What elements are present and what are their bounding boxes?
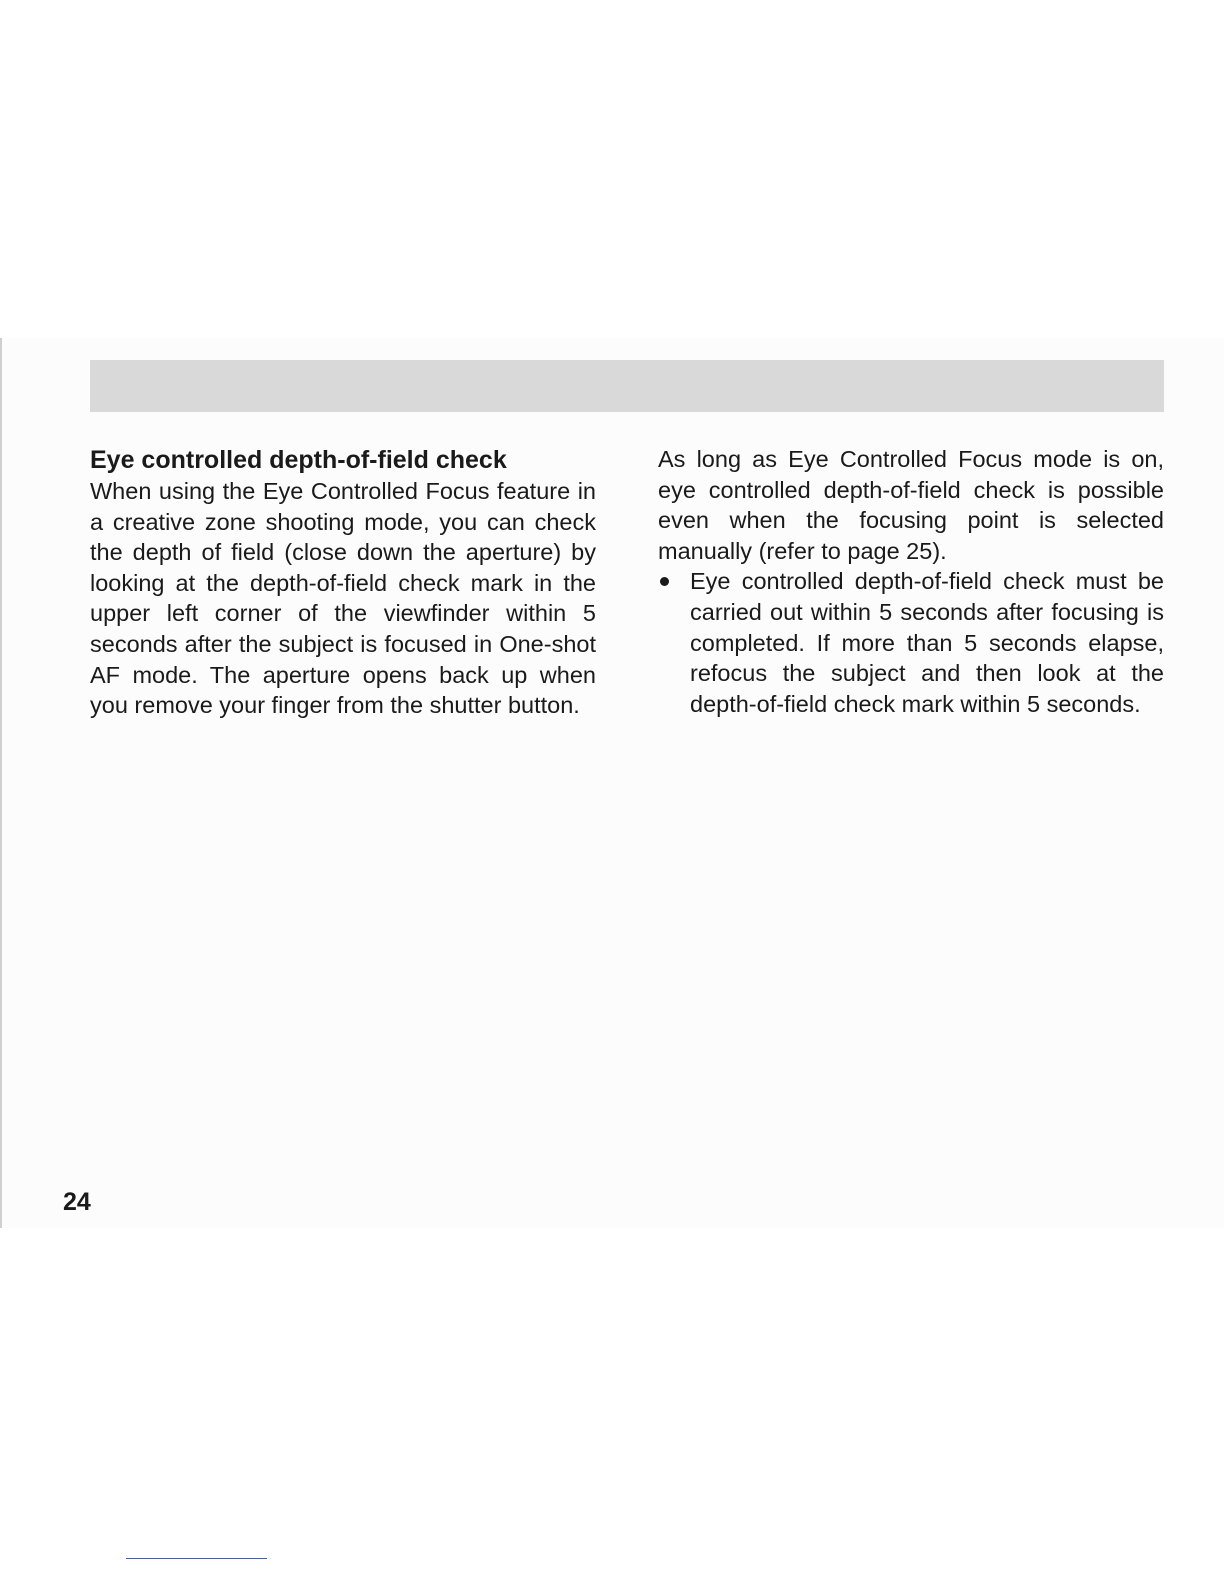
right-column — [658, 444, 1164, 719]
page-number: 24 — [63, 1188, 91, 1216]
left-column — [90, 444, 596, 721]
footer-rule — [126, 1558, 267, 1559]
bullet-item — [658, 566, 1164, 719]
scan-edge — [0, 338, 2, 1228]
right-paragraph: As long as Eye Controlled Focus mode is on, eye controlled depth-of-field check is possible even when the focusing point is selected manually (refer to page 25). — [658, 446, 1164, 564]
bullet-text: Eye controlled depth-of-field check must be carried out within 5 seconds after focusing is completed. If more than 5 seconds elapse, refocus the subject and then look at the depth-of-field check mark within 5 seconds. — [690, 568, 1164, 717]
header-band — [90, 360, 1164, 412]
left-paragraph: When using the Eye Controlled Focus feature in a creative zone shooting mode, you can check the depth of field (close down the aperture) by looking at the depth-of-field check mark in the upper left corner of the viewfinder within 5 seconds after the subject is focused in One-shot AF mode. The aperture opens back up when you remove your finger from the shutter button. — [90, 478, 596, 719]
section-title: Eye controlled depth-of-field check — [90, 446, 507, 474]
bullet-dot-icon — [660, 577, 669, 586]
